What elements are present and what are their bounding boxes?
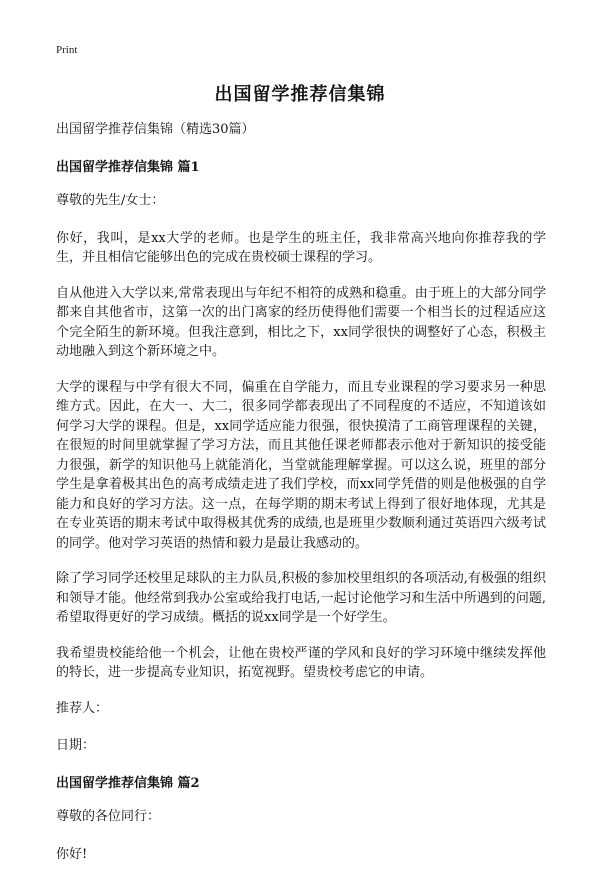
paragraph-3: 大学的课程与中学有很大不同，偏重在自学能力，而且专业课程的学习要求另一种思维方式。因此，在大一、大二，很多同学都表现出了不同程度的不适应，不知道该如何学习大学的课程。但是，xx同学适应能力很强，很快摸清了工商管理课程的关键，在很短的时间里就掌握了学习方法，而且其他任课老师都表示他对于新知识的接受能力很强，新学的知识他马上就能消化，当堂就能理解掌握。可以这么说，班里的部分学生是拿着极其出色的高考成绩走进了我们学校，而xx同学凭借的则是他极强的自学能力和良好的学习方法。这一点，在每学期的期末考试上得到了很好地体现，尤其是在专业英语的期末考试中取得极其优秀的成绩,也是班里少数顺利通过英语四六级考试的同学。他对学习英语的热情和毅力是最让我感动的。 bbox=[56, 379, 546, 551]
greeting-2: 尊敬的各位同行： bbox=[56, 809, 161, 824]
greeting-1: 尊敬的先生/女士： bbox=[56, 193, 165, 208]
paragraph-2: 自从他进入大学以来,常常表现出与年纪不相符的成熟和稳重。由于班上的大部分同学都来自其他省市，这第一次的出门离家的经历使得他们需要一个相当长的过程适应这个完全陌生的新环境。但我注意到，相比之下，xx同学很快的调整好了心态，积极主动地融入到这个新环境之中。 bbox=[56, 285, 546, 359]
document-subtitle: 出国留学推荐信集锦（精选30篇） bbox=[56, 122, 255, 137]
date-line: 日期： bbox=[56, 738, 96, 753]
paragraph-4: 除了学习同学还校里足球队的主力队员,积极的参加校里组织的各项活动,有极强的组织和领导才能。他经常到我办公室或给我打电话,一起讨论他学习和生活中所遇到的问题,希望取得更好的学习成绩。概括的说xx同学是一个好学生。 bbox=[56, 571, 546, 625]
page-title: 出国留学推荐信集锦 bbox=[214, 84, 386, 105]
paragraph-5: 我希望贵校能给他一个机会，让他在贵校严谨的学风和良好的学习环境中继续发挥他的特长，进一步提高专业知识，拓宽视野。望贵校考虑它的申请。 bbox=[56, 645, 546, 680]
document-body bbox=[56, 120, 546, 882]
section-heading-2: 出国留学推荐信集锦 篇2 bbox=[56, 775, 200, 791]
print-link[interactable]: Print bbox=[56, 44, 78, 56]
paragraph-1: 你好，我叫，是xx大学的老师。也是学生的班主任，我非常高兴地向你推荐我的学生，并且相信它能够出色的完成在贵校硕士课程的学习。 bbox=[56, 230, 546, 265]
section-heading-1: 出国留学推荐信集锦 篇1 bbox=[56, 159, 200, 175]
recommender-line: 推荐人： bbox=[56, 700, 109, 716]
hello-line: 你好! bbox=[56, 846, 88, 862]
